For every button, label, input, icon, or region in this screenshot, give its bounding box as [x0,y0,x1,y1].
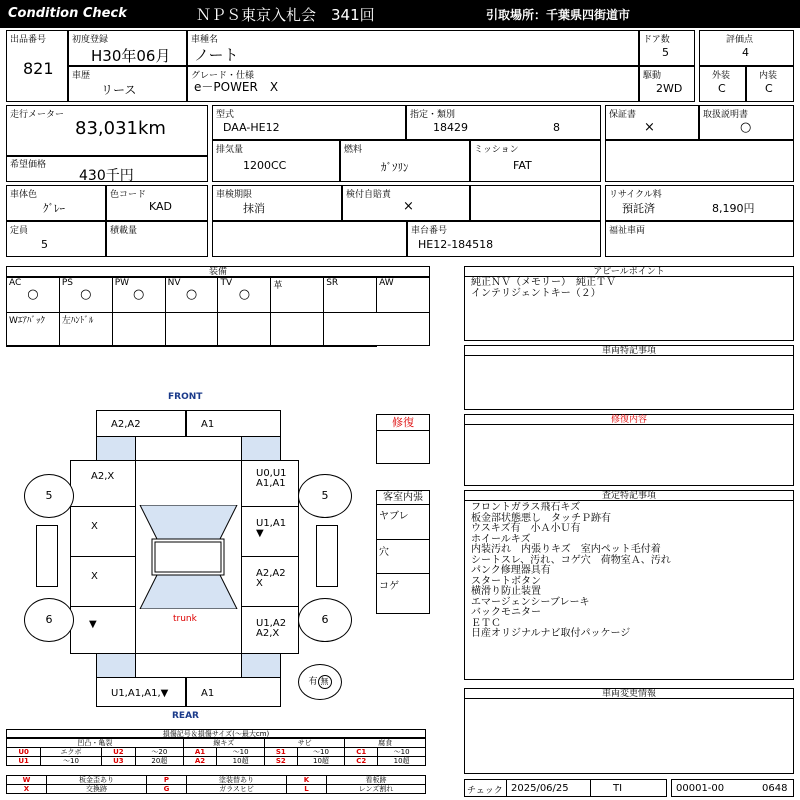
legend-desc: 10超 [217,757,265,766]
cabin-box [376,490,430,614]
equip-row2-cell: 左ﾊﾝﾄﾞﾙ [59,313,112,347]
fuel: ｶﾞｿﾘﾝ [381,161,409,174]
rear-left-bumper [96,677,186,707]
tire-rear-left [24,598,74,642]
legend-desc: 塗装替あり [186,776,286,785]
left-rear-door [70,556,136,607]
right-blank-cell [605,140,794,182]
equip-nv [165,278,218,313]
footer-number: 0648 [762,783,788,794]
legend-desc: ～10 [378,748,426,757]
equip-sr [324,278,377,313]
load-cell [106,221,208,257]
legend-code: P [146,776,186,785]
first-reg: H30年06月 [91,47,171,65]
car-name-cell [187,30,639,66]
doors-label: ドア数 [643,35,670,45]
note-line: バックモニター [471,607,541,618]
footer-code-value: 00001-00 [676,783,725,794]
equip-leather [271,278,324,313]
damage-code: X [91,521,98,532]
damage-code: A2,X [91,471,115,482]
legend-desc: エクボ [41,748,102,757]
interior: C [765,82,773,95]
load-label: 積載量 [110,226,138,236]
equip-row2-cell: Wｴｱﾊﾞｯｸ [7,313,60,347]
equip-aw [377,278,430,313]
tire-front-right [298,474,352,518]
price-cell [6,156,208,182]
chassis-blank-cell [212,221,407,257]
repair-detail-title: 修復内容 [465,415,793,425]
recycle-amount: 8,190円 [712,202,755,215]
equip-row2-cell [112,313,165,347]
damage-code: A2,A2 X [256,568,286,589]
equip-mark: ○ [27,287,39,302]
color-code-cell [106,185,208,221]
equip-tv [218,278,271,313]
legend-desc: 看板跡 [326,776,425,785]
manual: ○ [740,120,752,135]
footer-code [671,779,794,797]
legend-code: C1 [345,748,378,757]
change-info-title: 車両変更情報 [465,689,793,699]
equip-header: AW [379,278,394,288]
cabin-divider [377,539,429,540]
repair-detail-section [464,414,794,486]
front-left-corner [96,436,136,461]
warranty-label: 保証書 [609,110,637,120]
legend-desc: ～10 [41,757,102,766]
drive-cell [639,66,695,102]
equip-ac [7,278,60,313]
mission-cell [470,140,601,182]
liability-blank-cell [470,185,601,221]
front-right-corner [241,436,281,461]
legend-desc: ～10 [297,748,345,757]
legend-size-table [6,738,426,766]
equipment-table [6,277,430,347]
left-mirror [36,525,58,587]
color: ｸﾞﾚｰ [43,202,65,215]
capacity-cell [6,221,106,257]
equip-mark: ○ [133,287,145,302]
fuel-cell [340,140,470,182]
legend-desc: 20超 [135,757,183,766]
equip-ps [59,278,112,313]
legend-desc: 交換跡 [47,785,147,794]
color-cell [6,185,106,221]
equip-mark: ○ [238,287,251,302]
manual-label: 取扱説明書 [703,110,749,120]
equipment-title: 装備 [7,267,429,277]
legend-code: G [146,785,186,794]
displacement: 1200CC [243,159,287,172]
legend-title: 損傷記号＆損傷サイズ(～最大cm) [6,729,426,738]
cabin-divider [377,573,429,574]
header-title: Condition Check [8,6,127,21]
score: 4 [742,46,749,59]
equip-pw [112,278,165,313]
appeal-line: インテリジェントキー（２） [471,288,601,299]
rear-right-bumper [186,677,281,707]
legend-code: X [7,785,47,794]
tire-rear-right [298,598,352,642]
left-front-door [70,506,136,557]
trunk-label: trunk [173,614,197,624]
note-line: パンク修理器具有 [471,565,551,576]
lot-no-cell [6,30,68,102]
designation-1: 18429 [433,121,468,134]
pickup-location: 引取場所：千葉県四街道市 [486,8,631,22]
footer-check [464,779,667,797]
inspection-notes-list [471,503,671,640]
model-cell [212,105,406,140]
legend-code: S2 [265,757,298,766]
tire-value: 6 [321,613,329,626]
left-fender [70,460,136,507]
right-rear-door [241,556,299,607]
equip-header: TV [220,278,233,288]
history: リース [101,83,137,97]
equip-header: 革 [273,281,283,291]
legend-code: S1 [265,748,298,757]
front-right-bumper [186,410,281,437]
color-label: 車体色 [10,190,38,200]
front-label: FRONT [168,392,203,402]
right-front-door [241,506,299,557]
legend-code: W [7,776,47,785]
car-name: ノート [194,46,239,64]
legend-mark-table [6,775,426,794]
mileage: 83,031km [75,118,166,139]
designation-cell [406,105,601,140]
warranty: × [644,120,655,135]
cabin-item-tear: ヤブレ [379,511,409,522]
check-label: チェック [467,786,503,796]
legend-group: 腐食 [345,739,426,748]
cabin-item-burn: コゲ [379,581,399,592]
exterior: C [718,82,726,95]
hood [136,436,241,461]
tire-value: 5 [45,489,53,502]
appeal-title: アピールポイント [465,267,793,277]
recycle-cell [605,185,794,221]
legend-code: U2 [101,748,135,757]
drive: 2WD [656,82,683,95]
legend-code: A2 [183,757,217,766]
chassis-label: 車台番号 [411,226,448,236]
auction-title: ＮＰＳ東京入札会 341回 [196,6,375,24]
damage-code: A2,A2 [111,419,141,430]
rear-left-corner [96,653,136,678]
legend-desc: ～20 [135,748,183,757]
chassis: HE12-184518 [418,238,494,251]
tire-value: 5 [321,489,329,502]
damage-code: A1 [201,419,215,430]
fuel-label: 燃料 [344,145,363,155]
repair-box [376,414,430,464]
grade-cell [187,66,639,102]
equip-row2-cell [324,313,377,347]
header-bar [0,0,800,28]
equip-mark: ○ [80,287,92,302]
price-label: 希望価格 [10,160,47,170]
right-mirror [316,525,338,587]
legend-desc: 10超 [378,757,426,766]
note-line: ホイールキズ [471,533,531,545]
equip-header: SR [326,278,339,288]
inspection-label: 車検期限 [216,190,253,200]
color-code-label: 色コード [110,190,147,200]
welfare-label: 福祉車両 [609,226,646,236]
right-fender [241,460,299,507]
footer-divider [506,779,507,797]
note-line: スタートボタン [471,575,541,587]
inspection-notes-title: 査定特記事項 [465,491,793,501]
rear-label: REAR [172,711,199,721]
legend-desc: 10超 [297,757,345,766]
equip-header: NV [167,278,181,288]
capacity-label: 定員 [10,226,29,236]
mission-label: ミッション [474,145,519,155]
legend-code: U1 [7,757,41,766]
liability: × [403,199,414,214]
exterior-cell [699,66,746,102]
cabin-title: 客室内張 [377,491,429,505]
interior-label: 内装 [759,71,778,81]
recycle-status: 預託済 [622,202,655,215]
score-label: 評価点 [726,35,754,45]
note-line: 日産オリジナルナビ取付パッケージ [471,628,631,639]
chassis-cell [407,221,601,257]
history-cell [68,66,187,102]
model: DAA-HE12 [223,121,280,134]
spare-tire [298,664,342,700]
inspection-cell [212,185,342,221]
manual-cell [699,105,794,140]
appeal-line: 純正ＮＶ（メモリー） 純正ＴＶ [471,277,616,288]
legend-group: サビ [265,739,345,748]
damage-code: U0,U1 A1,A1 [256,468,287,489]
first-reg-label: 初度登録 [72,35,109,45]
damage-code: ▼ [89,619,97,630]
grade: e－POWER X [194,80,279,94]
equip-header: AC [9,278,22,288]
equip-row2-cell [218,313,271,347]
legend-group: 凹凸・亀裂 [7,739,184,748]
equip-header: PW [114,278,130,288]
damage-code: U1,A1,A1,▼ [111,688,169,699]
capacity: 5 [41,238,48,251]
legend-code: C2 [345,757,378,766]
legend-desc: 板金歪あり [47,776,147,785]
score-cell [699,30,794,66]
mission: FAT [513,159,532,172]
inspector: TI [613,783,623,794]
legend-desc: ～10 [217,748,265,757]
repair-title: 修復 [377,415,429,431]
damage-code: X [91,571,98,582]
equip-row2-cell [377,313,430,347]
lot-no: 821 [23,59,54,78]
spare-value: 有 [308,677,318,687]
equip-header: PS [61,278,74,288]
equip-row2-cell [165,313,218,347]
liability-label: 検付自賠責 [346,190,392,200]
special-title: 車両特記事項 [465,346,793,356]
designation-2: 8 [553,121,560,134]
tire-front-left [24,474,74,518]
lot-no-label: 出品番号 [10,35,47,45]
inspection-notes-section [464,490,794,680]
legend-group: 線キズ [183,739,264,748]
legend-code: U0 [7,748,41,757]
rear-right-corner [241,653,281,678]
legend-code: U3 [101,757,135,766]
first-reg-cell [68,30,187,66]
exterior-label: 外装 [712,71,731,81]
damage-code: A1 [201,688,215,699]
welfare-cell [605,221,794,257]
warranty-cell [605,105,699,140]
check-date: 2025/06/25 [511,783,569,794]
note-line: ウスキズ有 小Ａ小Ｕ有 [471,523,581,534]
footer-divider [590,779,591,797]
note-line: エマージェンシーブレーキ [471,596,590,608]
cabin-outline [136,505,241,609]
legend-code: K [286,776,326,785]
doors: 5 [662,46,669,59]
legend-desc: ガラスヒビ [186,785,286,794]
front-left-bumper [96,410,186,437]
liability-cell [342,185,470,221]
note-line: 内装汚れ 内張りキズ 室内ペット毛付着 [471,544,661,555]
grade-label: グレード・仕様 [191,71,255,81]
appeal-section [464,266,794,341]
model-label: 型式 [216,110,235,120]
recycle-label: リサイクル料 [609,190,662,200]
car-name-label: 車種名 [191,35,219,45]
left-quarter [70,606,136,654]
trunk-lid [136,653,241,678]
cabin-item-hole: 穴 [379,547,389,558]
note-line: 横滑り防止装置 [471,586,541,597]
inspection: 抹消 [243,202,265,215]
note-line: シートスレ、汚れ、コゲ穴 荷物室Ａ、汚れ [471,554,671,566]
price: 430千円 [79,168,134,184]
mileage-label: 走行メーター [10,110,65,120]
tire-value: 6 [45,613,53,626]
history-label: 車歴 [72,71,91,81]
damage-code: U1,A1 ▼ [256,518,287,539]
mileage-cell [6,105,208,156]
change-info-section [464,688,794,774]
damage-code: U1,A2 A2,X [256,618,287,639]
legend-code: A1 [183,748,217,757]
color-code: KAD [149,200,173,213]
note-line: 板金部状態悪し タッチＰ跡有 [471,512,611,524]
equip-row2-cell [271,313,324,347]
legend-desc: レンズ割れ [326,785,425,794]
doors-cell [639,30,695,66]
right-quarter [241,606,299,654]
note-line: ＥＴＣ [471,617,501,629]
displacement-cell [212,140,340,182]
legend-code: L [286,785,326,794]
displacement-label: 排気量 [216,145,244,155]
note-line: フロントガラス飛石キズ [471,502,581,513]
equip-mark: ○ [185,287,198,302]
interior-cell [746,66,794,102]
special-section [464,345,794,410]
drive-label: 駆動 [643,71,662,81]
spare-mark: 無 [318,675,332,689]
designation-label: 指定・類別 [410,110,456,120]
